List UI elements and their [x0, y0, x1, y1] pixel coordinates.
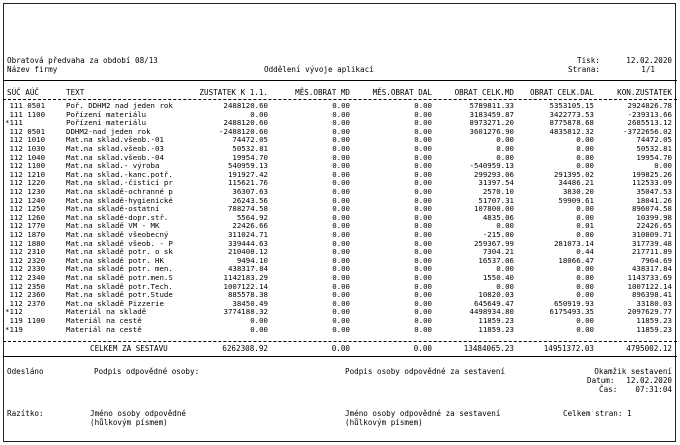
cell-text: Materiál na cestě	[66, 316, 142, 325]
footer-rule	[3, 356, 677, 357]
cell-month-md: 0.00	[332, 324, 350, 334]
cell-total-dal: 59909.61	[558, 195, 594, 205]
page-label: Strana:	[568, 65, 601, 74]
col-closing: KON.ZUSTATEK	[617, 88, 672, 97]
total-month-dal: 0.00	[413, 344, 432, 353]
cell-closing: 199825.26	[631, 169, 672, 179]
cell-text: Mat.na sklad.všeob.-04	[66, 152, 164, 162]
cell-month-md: 0.00	[332, 144, 350, 153]
print-label: Tisk:	[577, 56, 600, 65]
cell-month-dal: 0.00	[414, 144, 432, 153]
cell-total-dal: 0.00	[576, 230, 594, 239]
time-label: Čas:	[599, 385, 618, 394]
cell-account: 112 1870	[5, 230, 46, 239]
header-rule-bottom	[3, 99, 677, 100]
cell-total-md: 11859.23	[478, 324, 514, 334]
cell-opening: 311024.71	[227, 230, 268, 239]
cell-month-dal: 0.00	[414, 221, 432, 231]
cell-month-dal: 0.00	[414, 178, 432, 188]
cell-total-dal: 0.00	[576, 316, 594, 325]
cell-total-md: 0.00	[496, 264, 514, 274]
cell-closing: 896074.58	[631, 204, 672, 214]
cell-month-md: 0.00	[332, 281, 350, 291]
cell-month-md: 0.00	[332, 109, 350, 119]
report-title: Obratová předvaha za období 08/13	[7, 56, 158, 65]
cell-closing: 112533.09	[631, 178, 672, 188]
stamp-label: Razítko:	[7, 409, 44, 418]
cell-month-md: 0.00	[332, 118, 350, 128]
cell-total-dal: 0.00	[576, 273, 594, 282]
cell-total-dal: 0.00	[576, 264, 594, 274]
cell-text: Mat.na skladě potr. o sk	[66, 247, 173, 257]
cell-text: Mat.na skladě všeob. - P	[66, 238, 173, 248]
cell-total-md: 0.00	[496, 144, 514, 153]
cell-total-md: 16537.06	[478, 255, 514, 265]
cell-month-md: 0.00	[332, 161, 350, 171]
cell-account: 112 1880	[5, 238, 46, 248]
name-report-author: Jméno osoby odpovědné za sestavení	[345, 409, 501, 418]
cell-month-dal: 0.00	[414, 118, 432, 128]
cell-account: 112 2320	[5, 255, 46, 265]
cell-opening: 0.00	[250, 316, 268, 325]
cell-text: Mat.na sklad.- výroba	[66, 161, 160, 171]
cell-month-dal: 0.00	[414, 101, 432, 110]
cell-text: Mat.na skladě Pizzerie	[66, 298, 164, 308]
total-month-md: 0.00	[331, 344, 350, 353]
cell-text: Pořízení materiálu	[66, 118, 147, 128]
cell-total-md: 4835.06	[482, 212, 514, 222]
cell-text: Mat.na skladě potr.Tech.	[66, 281, 173, 291]
cell-closing: 317739.48	[631, 238, 672, 248]
cell-closing: 310809.71	[631, 230, 672, 239]
cell-month-dal: 0.00	[414, 195, 432, 205]
cell-account: 111 0501	[5, 101, 46, 110]
cell-month-dal: 0.00	[414, 273, 432, 282]
print-date: 12.02.2020	[626, 56, 672, 65]
cell-total-dal: 0.00	[576, 290, 594, 300]
cell-total-md: 5789811.33	[469, 101, 514, 110]
cell-total-dal: 34486.21	[558, 178, 594, 188]
cell-total-dal: 291395.02	[553, 169, 594, 179]
col-month-md: MĚS.OBRAT MD	[295, 88, 350, 97]
cell-account: 112 2330	[5, 264, 46, 274]
cell-account: 112 1210	[5, 169, 46, 179]
name-responsible: Jméno osoby odpovědné	[90, 409, 187, 418]
total-total-dal: 14951372.03	[543, 344, 594, 353]
cell-text: Mat.na skladě potr.men.S	[66, 273, 173, 282]
cell-total-dal: 6175493.35	[549, 307, 594, 317]
cell-closing: -239313.66	[627, 109, 672, 119]
col-account: SÚČ AÚČ	[7, 88, 40, 97]
firm-name: Název firmy	[7, 65, 58, 74]
cell-opening: 0.00	[250, 109, 268, 119]
cell-month-md: 0.00	[332, 316, 350, 325]
cell-closing: 50532.81	[636, 144, 672, 153]
signature-responsible: Podpis odpovědné osoby:	[94, 367, 200, 376]
cell-month-dal: 0.00	[414, 298, 432, 308]
cell-total-dal: 0.44	[576, 247, 594, 257]
cell-month-dal: 0.00	[414, 135, 432, 145]
col-opening: ZUSTATEK K 1.1.	[199, 88, 268, 97]
cell-text: DDHM2-nad jeden rok	[66, 126, 151, 136]
cell-closing: 35047.53	[636, 187, 672, 196]
cell-account: 112 1010	[5, 135, 46, 145]
cell-closing: 1007122.14	[627, 281, 672, 291]
cell-account: 112 2370	[5, 298, 46, 308]
cell-total-md: 8973271.20	[469, 118, 514, 128]
cell-account: 112 2340	[5, 273, 46, 282]
cell-month-md: 0.00	[332, 126, 350, 136]
cell-closing: 2685513.12	[627, 118, 672, 128]
cell-month-dal: 0.00	[414, 238, 432, 248]
cell-month-dal: 0.00	[414, 152, 432, 162]
cell-month-md: 0.00	[332, 290, 350, 300]
cell-month-dal: 0.00	[414, 316, 432, 325]
cell-text: Mat.na skladě-dopr.stř.	[66, 212, 169, 222]
cell-month-md: 0.00	[332, 152, 350, 162]
cell-closing: -3722656.02	[623, 126, 672, 136]
cell-opening: 9494.10	[236, 255, 268, 265]
cell-month-dal: 0.00	[414, 281, 432, 291]
cell-text: Mat.na sklad.všeob.-01	[66, 135, 164, 145]
cell-closing: 438317.84	[631, 264, 672, 274]
cell-text: Mat.na skladě potr. HK	[66, 255, 164, 265]
time-value: 07:31:04	[635, 385, 672, 394]
date-label: Datum:	[587, 376, 615, 385]
cell-total-md: 0.00	[496, 281, 514, 291]
cell-opening: 22426.66	[232, 221, 268, 231]
cell-month-dal: 0.00	[414, 212, 432, 222]
cell-text: Mat.na skladě potr. men.	[66, 264, 173, 274]
cell-month-md: 0.00	[332, 195, 350, 205]
cell-total-md: 645649.47	[473, 298, 514, 308]
cell-total-md: 259367.99	[473, 238, 514, 248]
cell-account: 111 1100	[5, 109, 46, 119]
cell-month-md: 0.00	[332, 178, 350, 188]
cell-month-dal: 0.00	[414, 109, 432, 119]
cell-total-dal: 0.00	[576, 161, 594, 171]
cell-text: Mat.na skladě potr.Stude	[66, 290, 173, 300]
cell-closing: 217711.89	[631, 247, 672, 257]
cell-closing: 11859.23	[636, 316, 672, 325]
cell-opening: 885578.38	[227, 290, 268, 300]
cell-text: Mat.na skladě-ostatní	[66, 204, 160, 214]
cell-total-dal: 0.00	[576, 212, 594, 222]
cell-month-md: 0.00	[332, 298, 350, 308]
total-label: CELKEM ZA SESTAVU	[90, 344, 168, 353]
cell-total-md: 10820.03	[478, 290, 514, 300]
cell-month-md: 0.00	[332, 238, 350, 248]
cell-opening: 26243.56	[232, 195, 268, 205]
cell-text: Materiál na skladě	[66, 307, 147, 317]
cell-total-md: 0.00	[496, 152, 514, 162]
cell-month-md: 0.00	[332, 212, 350, 222]
cell-month-md: 0.00	[332, 135, 350, 145]
cell-total-md: -540959.13	[469, 161, 514, 171]
cell-opening: 1142183.29	[223, 273, 268, 282]
total-opening: 6262308.92	[222, 344, 268, 353]
cell-account: 112 1250	[5, 204, 46, 214]
cell-total-md: 11859.23	[478, 316, 514, 325]
col-total-dal: OBRAT CELK.DAL	[529, 88, 594, 97]
cell-month-md: 0.00	[332, 307, 350, 317]
cell-account: 112 1220	[5, 178, 46, 188]
cell-opening: 1007122.14	[223, 281, 268, 291]
cell-month-dal: 0.00	[414, 255, 432, 265]
col-total-md: OBRAT CELK.MD	[454, 88, 514, 97]
cell-month-md: 0.00	[332, 273, 350, 282]
cell-month-md: 0.00	[332, 221, 350, 231]
cell-opening: 3774188.32	[223, 307, 268, 317]
cell-total-dal: 0.00	[576, 324, 594, 334]
cell-account: *119	[5, 324, 23, 334]
cell-total-dal: 650919.93	[553, 298, 594, 308]
cell-account: 112 1040	[5, 152, 46, 162]
cell-account: 112 1100	[5, 161, 46, 171]
cell-month-md: 0.00	[332, 169, 350, 179]
cell-closing: 0.00	[654, 161, 672, 171]
cell-total-dal: 0.00	[576, 135, 594, 145]
cell-opening: 38450.49	[232, 298, 268, 308]
cell-total-dal: 3422773.53	[549, 109, 594, 119]
cell-account: 112 0501	[5, 126, 46, 136]
cell-total-md: 0.00	[496, 135, 514, 145]
cell-opening: 50532.81	[232, 144, 268, 153]
cell-month-dal: 0.00	[414, 169, 432, 179]
cell-account: 112 1240	[5, 195, 46, 205]
cell-total-dal: 18066.47	[558, 255, 594, 265]
total-rule	[3, 341, 677, 342]
cell-opening: 74472.05	[232, 135, 268, 145]
cell-month-dal: 0.00	[414, 307, 432, 317]
cell-account: 119 1100	[5, 316, 46, 325]
cell-text: Mat.na skladě VM - MK	[66, 221, 160, 231]
cell-opening: 788274.58	[227, 204, 268, 214]
cell-month-md: 0.00	[332, 247, 350, 257]
cell-closing: 2924826.78	[627, 101, 672, 110]
cell-closing: 74472.05	[636, 135, 672, 145]
cell-total-md: 7304.21	[482, 247, 514, 257]
cell-closing: 2097629.77	[627, 307, 672, 317]
cell-opening: 438317.84	[227, 264, 268, 274]
cell-total-md: 31397.54	[478, 178, 514, 188]
department-name: Oddělení vývoje aplikací	[264, 65, 374, 74]
cell-total-md: 3183459.87	[469, 109, 514, 119]
cell-month-dal: 0.00	[414, 161, 432, 171]
cell-month-md: 0.00	[332, 264, 350, 274]
cell-account: 112 1030	[5, 144, 46, 153]
cell-text: Mat.na skladě-ochranné p	[66, 187, 173, 196]
cell-opening: 2488120.60	[223, 101, 268, 110]
cell-total-dal: 0.00	[576, 204, 594, 214]
total-total-md: 13484065.23	[463, 344, 514, 353]
cell-month-dal: 0.00	[414, 264, 432, 274]
cell-text: Mat.na sklad.všeob.-03	[66, 144, 164, 153]
cell-account: 112 1230	[5, 187, 46, 196]
cell-text: Poř. DDHM2 nad jeden rok	[66, 101, 173, 110]
cell-text: Mat.na skladě-hygienické	[66, 195, 173, 205]
cell-month-md: 0.00	[332, 255, 350, 265]
cell-opening: 0.00	[250, 324, 268, 334]
cell-opening: 19954.70	[232, 152, 268, 162]
cell-total-dal: 0.00	[576, 281, 594, 291]
pages-total: Celkem stran: 1	[563, 409, 632, 418]
cell-total-md: 0.00	[496, 221, 514, 231]
cell-account: 112 2310	[5, 247, 46, 257]
col-month-dal: MĚS.OBRAT DAL	[372, 88, 432, 97]
cell-text: Mat.na skladě všeobecný	[66, 230, 169, 239]
cell-month-dal: 0.00	[414, 290, 432, 300]
cell-total-md: 299293.06	[473, 169, 514, 179]
cell-month-dal: 0.00	[414, 247, 432, 257]
cell-opening: 5564.92	[236, 212, 268, 222]
cell-closing: 19954.70	[636, 152, 672, 162]
cell-total-dal: 8775878.68	[549, 118, 594, 128]
cell-account: 112 2360	[5, 290, 46, 300]
cell-closing: 33180.03	[636, 298, 672, 308]
cell-account: *112	[5, 307, 23, 317]
cell-total-md: 51707.31	[478, 195, 514, 205]
signature-report-author: Podpis osoby odpovědné za sestavení	[345, 367, 506, 376]
cell-total-md: 1550.40	[482, 273, 514, 282]
cell-total-md: 3601276.90	[469, 126, 514, 136]
cell-closing: 1143733.69	[627, 273, 672, 282]
block-letters-responsible: (hůlkovým písmem)	[90, 418, 168, 427]
cell-opening: 2488120.60	[223, 118, 268, 128]
cell-month-md: 0.00	[332, 204, 350, 214]
cell-text: Materiál na cestě	[66, 324, 142, 334]
cell-closing: 11859.23	[636, 324, 672, 334]
cell-month-md: 0.00	[332, 187, 350, 196]
cell-month-md: 0.00	[332, 101, 350, 110]
cell-opening: 191927.42	[227, 169, 268, 179]
cell-text: Mat.na sklad.-čisticí pr	[66, 178, 173, 188]
cell-account: *111	[5, 118, 23, 128]
cell-opening: 339444.63	[227, 238, 268, 248]
cell-total-dal: 5353105.15	[549, 101, 594, 110]
cell-total-dal: 0.01	[576, 221, 594, 231]
moment-label: Okamžik sestavení	[594, 367, 672, 376]
cell-opening: 115621.76	[227, 178, 268, 188]
cell-text: Mat.na sklad.-kanc.potř.	[66, 169, 173, 179]
cell-total-md: -215.00	[482, 230, 514, 239]
cell-total-dal: 3830.20	[562, 187, 594, 196]
cell-total-md: 2570.10	[482, 187, 514, 196]
date-value: 12.02.2020	[626, 376, 672, 385]
cell-account: 112 1770	[5, 221, 46, 231]
cell-opening: 540959.13	[227, 161, 268, 171]
cell-month-md: 0.00	[332, 230, 350, 239]
cell-opening: -2488120.60	[219, 126, 268, 136]
block-letters-report-author: (hůlkovým písmem)	[345, 418, 423, 427]
cell-opening: 36307.63	[232, 187, 268, 196]
cell-account: 112 2350	[5, 281, 46, 291]
cell-month-dal: 0.00	[414, 126, 432, 136]
cell-closing: 18041.26	[636, 195, 672, 205]
cell-total-md: 107800.00	[473, 204, 514, 214]
cell-closing: 896398.41	[631, 290, 672, 300]
cell-closing: 10399.98	[636, 212, 672, 222]
total-closing: 4795002.12	[626, 344, 672, 353]
cell-text: Pořízení materiálu	[66, 109, 147, 119]
cell-total-dal: 0.00	[576, 144, 594, 153]
cell-month-dal: 0.00	[414, 187, 432, 196]
sent-label: Odesláno	[7, 367, 44, 376]
col-text: TEXT	[66, 88, 85, 97]
header-rule-top	[3, 80, 677, 81]
cell-month-dal: 0.00	[414, 324, 432, 334]
cell-month-dal: 0.00	[414, 230, 432, 239]
cell-opening: 210408.12	[227, 247, 268, 257]
cell-closing: 7964.69	[640, 255, 672, 265]
cell-closing: 22426.65	[636, 221, 672, 231]
cell-total-dal: 281073.14	[553, 238, 594, 248]
cell-month-dal: 0.00	[414, 204, 432, 214]
cell-total-dal: 4835812.32	[549, 126, 594, 136]
cell-account: 112 1260	[5, 212, 46, 222]
cell-total-md: 4498934.80	[469, 307, 514, 317]
page-number: 1/1	[641, 65, 655, 74]
cell-total-dal: 0.00	[576, 152, 594, 162]
